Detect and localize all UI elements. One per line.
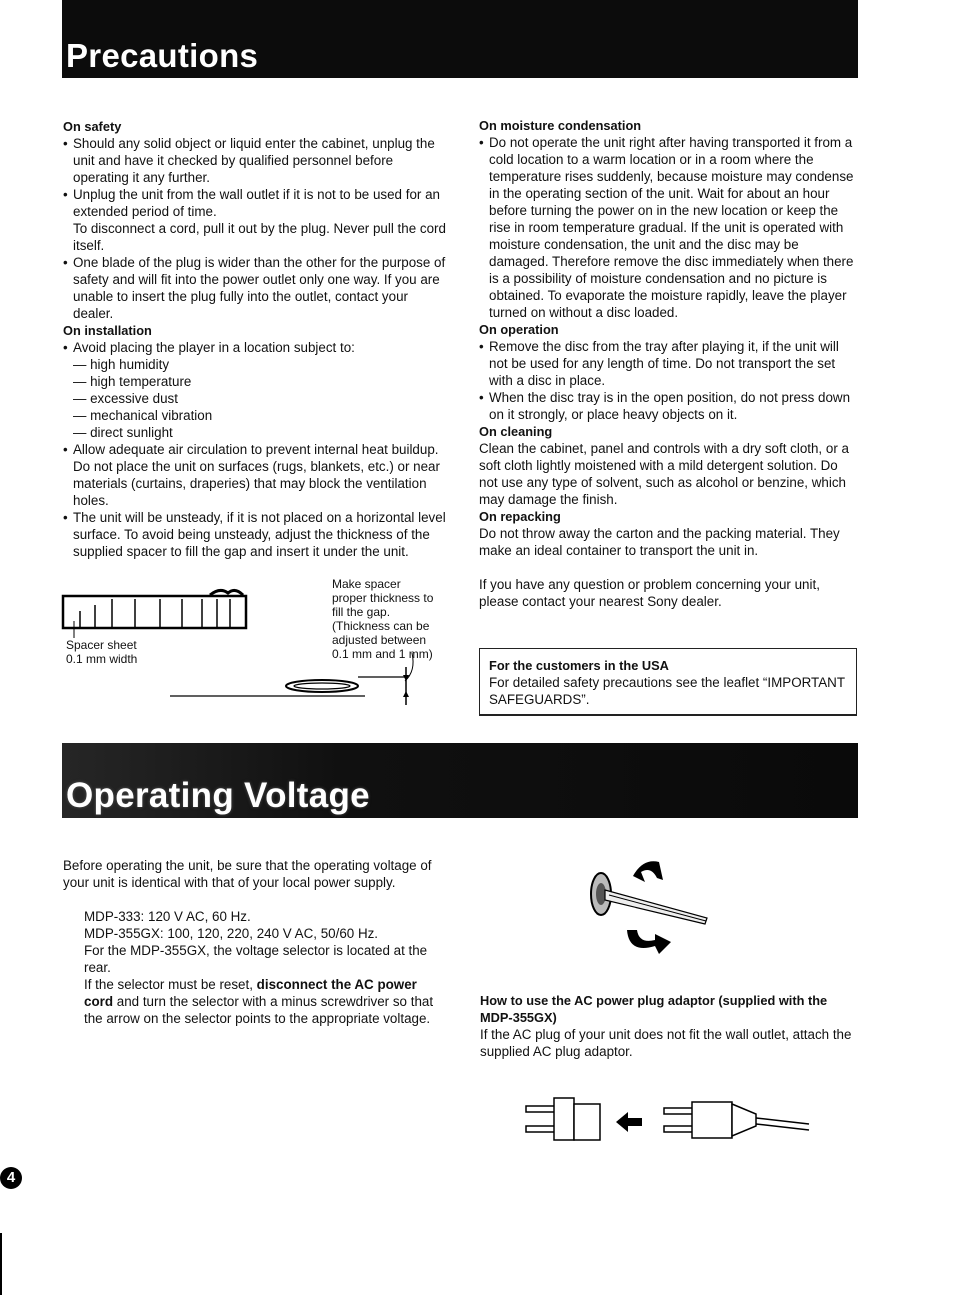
page-edge-line [0, 1233, 2, 1295]
voltage-title: Operating Voltage [66, 776, 370, 815]
spacer-note-line: fill the gap. [332, 605, 391, 619]
page-number: 4 [0, 1167, 22, 1189]
repacking-heading: On repacking [479, 509, 561, 524]
repacking-text: Do not throw away the carton and the packing material. They make an ideal container to transport the unit in. [479, 526, 840, 558]
voltage-header-band [62, 743, 858, 818]
spacer-note-line: proper thickness to [332, 591, 434, 605]
safety-bullet-3: • One blade of the plug is wider than the other for the purpose of safety and will fit into the power outlet only one way. If you are unable to insert the plug fully into the outlet, contact your dealer. [63, 254, 448, 322]
spacer-note-line: 0.1 mm and 1 mm) [332, 647, 433, 661]
usa-box-heading: For the customers in the USA [489, 658, 669, 673]
voltage-reset-bold: disconnect the AC power cord [84, 977, 417, 1009]
page-title: Precautions [66, 37, 259, 74]
screwdriver-selector-illustration [585, 858, 715, 968]
voltage-intro: Before operating the unit, be sure that the operating voltage of your unit is identical with that of your local power supply. [63, 858, 432, 890]
cleaning-heading: On cleaning [479, 424, 553, 439]
safety-bullet-2-continued: To disconnect a cord, pull it out by the plug. Never pull the cord itself. [73, 221, 446, 253]
installation-bullet-1: • Avoid placing the player in a location subject to: [63, 339, 448, 356]
operation-bullet-2: • When the disc tray is in the open position, do not press down on it strongly, or place heavy objects on it. [479, 389, 859, 423]
spacer-label-line-1: Spacer sheet [66, 638, 137, 652]
contact-text: If you have any question or problem concerning your unit, please contact your nearest Sony dealer. [479, 577, 820, 609]
precautions-header-band [62, 0, 858, 78]
voltage-reset-pre: If the selector must be reset, [84, 977, 257, 992]
safety-bullet-1: • Should any solid object or liquid enter the cabinet, unplug the unit and have it checked by qualified personnel before operating it any further. [63, 135, 448, 186]
installation-bullet-3: • The unit will be unsteady, if it is not placed on a horizontal level surface. To avoid being unsteady, adjust the thickness of the supplied spacer to fill the gap and insert it under the unit. [63, 509, 448, 560]
installation-item: — high humidity [73, 357, 170, 372]
safety-bullet-2: • Unplug the unit from the wall outlet if it is not to be used for an extended period of time. [63, 186, 448, 220]
spacer-note-line: adjusted between [332, 633, 427, 647]
moisture-bullet-1: • Do not operate the unit right after having transported it from a cold location to a warm location or in a room where the temperature rises suddenly, because moisture may condense in the operating section of the unit. Wait for about an hour before turning the power on in the new location or keep the rise in room temperature gradual. If the unit is operated with moisture condensation, the unit and the disc may be damaged. Therefore remove the disc immediately when there is a possibility of moisture condensation and no picture is obtained. To evaporate the moisture rapidly, leave the player turned on without a disc loaded. [479, 134, 859, 321]
installation-item: — high temperature [73, 374, 192, 389]
spacer-label-line-2: 0.1 mm width [66, 652, 138, 666]
spacer-note [332, 577, 433, 661]
usa-customers-box [479, 648, 857, 716]
installation-item: — direct sunlight [73, 425, 173, 440]
usa-box-text: For detailed safety precautions see the leaflet “IMPORTANT SAFEGUARDS”. [489, 675, 845, 707]
voltage-reset-instruction [84, 976, 443, 1027]
voltage-model-1: MDP-333: 120 V AC, 60 Hz. [84, 909, 251, 924]
installation-item: — excessive dust [73, 391, 178, 406]
installation-bullet-2: • Allow adequate air circulation to prevent internal heat buildup. Do not place the unit on surfaces (rugs, blankets, etc.) or near materials (curtains, draperies) that may block the ventilation holes. [63, 441, 448, 509]
spacer-note-line: (Thickness can be [332, 619, 430, 633]
operation-bullet-1: • Remove the disc from the tray after playing it, if the unit will not be used for any length of time. Do not transport the set with a disc in place. [479, 338, 859, 389]
operation-heading: On operation [479, 322, 559, 337]
adaptor-heading: How to use the AC power plug adaptor (supplied with the MDP-355GX) [480, 993, 828, 1025]
left-column [63, 118, 448, 560]
adaptor-text: If the AC plug of your unit does not fit the wall outlet, attach the supplied AC plug adaptor. [480, 1027, 852, 1059]
spacer-note-line: Make spacer [332, 577, 401, 591]
voltage-selector-note: For the MDP-355GX, the voltage selector is located at the rear. [84, 943, 428, 975]
cleaning-text: Clean the cabinet, panel and controls with a dry soft cloth, or a soft cloth lightly moistened with a mild detergent solution. Do not use any type of solvent, such as alcohol or benzine, which may damage the finish. [479, 441, 849, 507]
plug-adaptor-illustration [524, 1092, 814, 1152]
safety-heading: On safety [63, 119, 122, 134]
adaptor-section [480, 992, 858, 1060]
installation-heading: On installation [63, 323, 152, 338]
voltage-model-2: MDP-355GX: 100, 120, 220, 240 V AC, 50/60 Hz. [84, 926, 379, 941]
installation-item: — mechanical vibration [73, 408, 213, 423]
voltage-reset-post: and turn the selector with a minus screwdriver so that the arrow on the selector points to the appropriate voltage. [84, 994, 434, 1026]
right-column [479, 117, 859, 610]
spacer-label [66, 638, 137, 666]
voltage-section [63, 857, 443, 1027]
moisture-heading: On moisture condensation [479, 118, 642, 133]
